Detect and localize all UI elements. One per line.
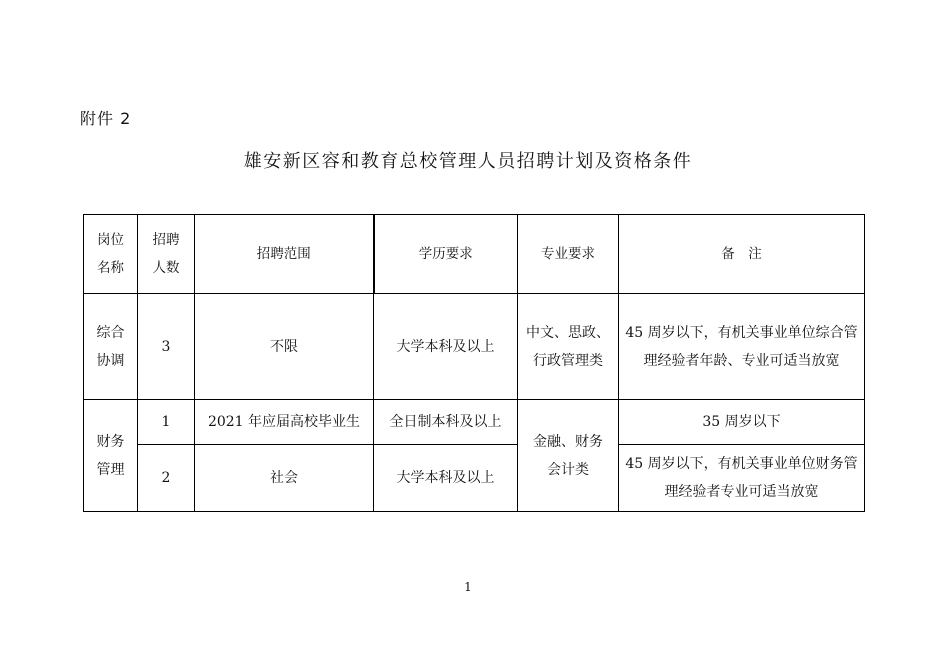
recruitment-table [83,214,865,512]
cell-education-text: 大学本科及以上 [396,338,495,355]
cell-scope [195,400,374,445]
header-education-text: 学历要求 [418,246,473,262]
header-count [138,215,195,294]
header-position [84,215,138,294]
cell-education-text: 大学本科及以上 [396,470,495,486]
cell-count [138,400,195,445]
table-header-row [84,215,865,294]
cell-remarks [619,400,865,445]
cell-scope-text: 不限 [270,338,298,355]
header-education [374,215,518,294]
header-major [518,215,619,294]
cell-remarks-text: 45 周岁以下，有机关事业单位综合管理经验者年龄、专业可适当放宽 [625,324,858,369]
cell-position-text: 综合协调 [96,324,125,369]
header-remarks-text: 备 注 [721,246,762,262]
cell-count-text: 1 [161,414,171,430]
cell-count [138,294,195,400]
cell-education [374,400,518,445]
cell-scope [195,294,374,400]
cell-education [374,445,518,512]
cell-remarks [619,445,865,512]
cell-major-text: 中文、思政、行政管理类 [526,324,610,369]
cell-position-text: 财务管理 [96,433,125,478]
cell-scope [195,445,374,512]
header-remarks [619,215,865,294]
cell-major-text: 金融、财务会计类 [533,433,603,478]
cell-count-text: 2 [161,470,171,486]
cell-count-text: 3 [161,338,171,355]
header-scope-text: 招聘范围 [256,246,311,262]
cell-scope-text: 社会 [270,470,298,486]
cell-education-text: 全日制本科及以上 [389,414,502,430]
table-row [84,400,865,445]
header-position-text: 岗位名称 [97,232,124,276]
cell-count [138,445,195,512]
attachment-label: 附件 2 [80,109,132,128]
document-title: 雄安新区容和教育总校管理人员招聘计划及资格条件 [243,151,693,172]
cell-remarks-text: 35 周岁以下 [702,414,781,430]
cell-education [374,294,518,400]
cell-remarks [619,294,865,400]
header-scope [195,215,374,294]
cell-position [84,400,138,512]
cell-position [84,294,138,400]
cell-remarks-text: 45 周岁以下，有机关事业单位财务管理经验者专业可适当放宽 [625,456,858,500]
header-major-text: 专业要求 [541,246,595,262]
cell-major [518,294,619,400]
header-count-text: 招聘人数 [152,232,180,276]
page-number: 1 [464,580,472,594]
table-row [84,445,865,512]
cell-major [518,400,619,512]
table-row [84,294,865,400]
cell-scope-text: 2021 年应届高校毕业生 [207,414,361,430]
